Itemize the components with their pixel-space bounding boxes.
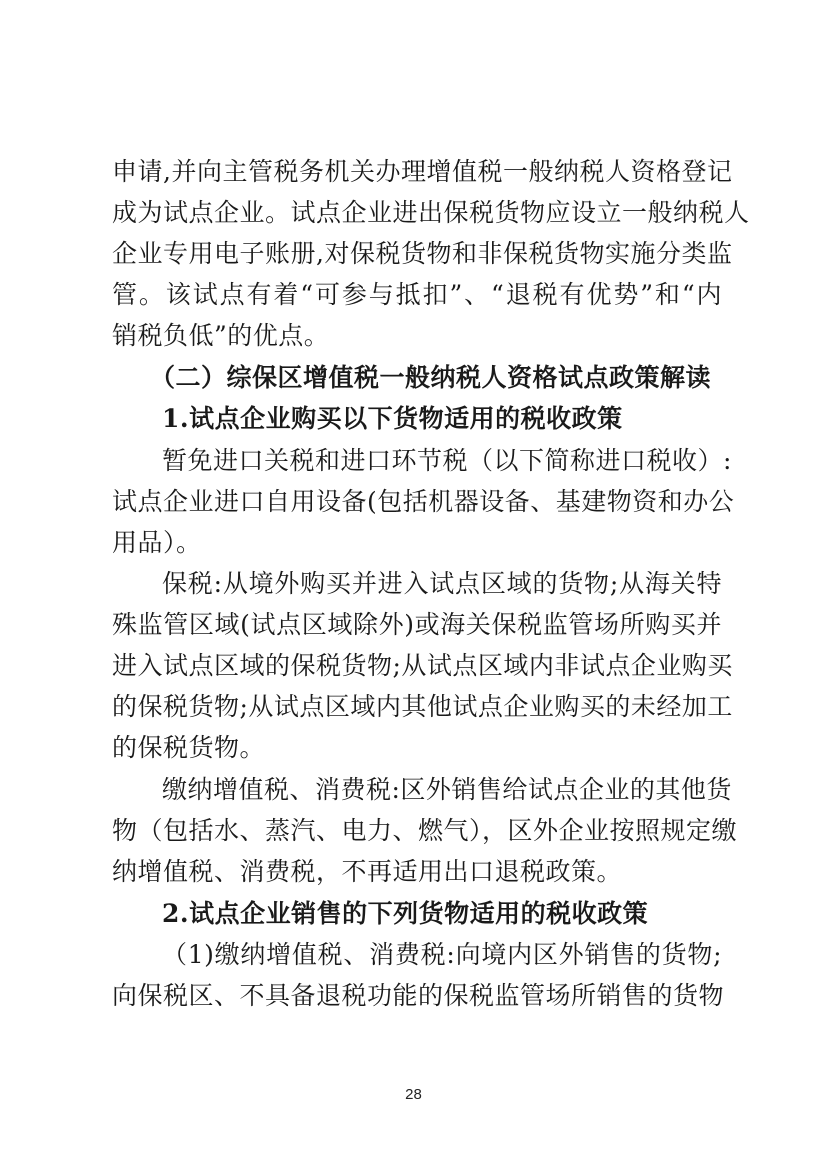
paragraph-line: 企业专用电子账册,对保税货物和非保税货物实施分类监 — [112, 239, 733, 268]
paragraph-line: 暂免进口关税和进口环节税（以下简称进口税收）: — [162, 446, 732, 475]
paragraph-line: 纳增值税、消费税，不再适用出口退税政策。 — [112, 857, 623, 886]
paragraph-line: 缴纳增值税、消费税:区外销售给试点企业的其他货 — [162, 775, 732, 804]
section-heading: （二）综保区增值税一般纳税人资格试点政策解读 — [150, 363, 712, 392]
paragraph-line: 物（包括水、蒸汽、电力、燃气），区外企业按照规定缴 — [112, 816, 738, 845]
paragraph-line: 保税:从境外购买并进入试点区域的货物;从海关特 — [162, 569, 722, 598]
paragraph-line: 进入试点区域的保税货物;从试点区域内非试点企业购买 — [112, 651, 733, 680]
paragraph-line: 殊监管区域(试点区域除外)或海关保税监管场所购买并 — [112, 610, 722, 639]
subsection-heading: 2.试点企业销售的下列货物适用的税收政策 — [162, 899, 649, 928]
paragraph-line: 申请,并向主管税务机关办理增值税一般纳税人资格登记 — [112, 157, 733, 186]
page-number: 28 — [405, 1086, 422, 1103]
paragraph-line: 试点企业进口自用设备(包括机器设备、基建物资和办公 — [112, 487, 735, 516]
paragraph-line: 的保税货物。 — [112, 733, 266, 762]
paragraph-line: 向保税区、不具备退税功能的保税监管场所销售的货物 — [112, 981, 725, 1010]
paragraph-line: 用品）。 — [112, 528, 202, 557]
paragraph-line: （1)缴纳增值税、消费税:向境内区外销售的货物; — [162, 940, 722, 969]
paragraph-line: 的保税货物;从试点区域内其他试点企业购买的未经加工 — [112, 692, 733, 721]
paragraph-line: 成为试点企业。试点企业进出保税货物应设立一般纳税人 — [112, 198, 750, 227]
subsection-heading: 1.试点企业购买以下货物适用的税收政策 — [162, 404, 623, 433]
paragraph-line: 销税负低”的优点。 — [112, 321, 330, 350]
paragraph-line: 管。该试点有着“可参与抵扣”、“退税有优势”和“内 — [112, 280, 722, 309]
